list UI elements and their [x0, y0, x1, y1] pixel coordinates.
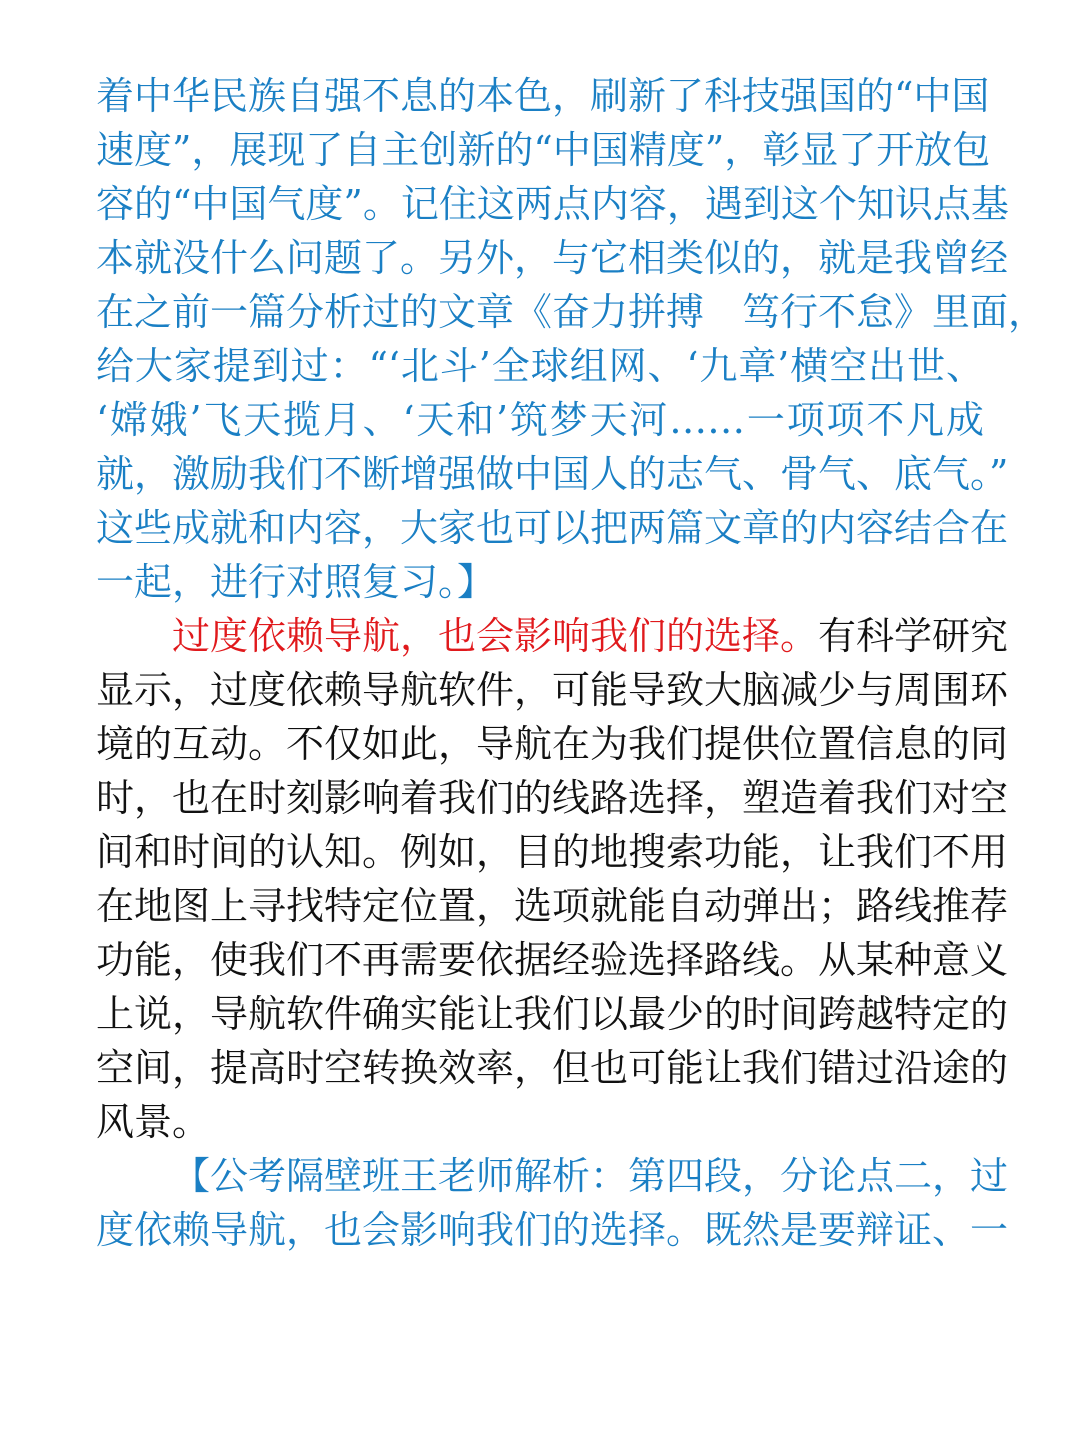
intro-line-3: 容的“中国气度”。记住这两点内容，遇到这个知识点基	[96, 182, 1009, 226]
intro-line-5: 在之前一篇分析过的文章《奋力拼搏 笃行不怠》里面，	[96, 290, 1047, 334]
para4-line-9: 空间，提高时空转换效率，但也可能让我们错过沿途的	[96, 1046, 1009, 1090]
para4-first-rest: 有科学研究	[818, 614, 1009, 658]
para4-line-7: 功能，使我们不再需要依据经验选择路线。从某种意义	[96, 938, 1009, 982]
para4-highlight: 过度依赖导航，也会影响我们的选择。	[172, 614, 819, 658]
para4-line-8: 上说，导航软件确实能让我们以最少的时间跨越特定的	[96, 992, 1009, 1036]
para4-line-5: 间和时间的认知。例如，目的地搜索功能，让我们不用	[96, 830, 1009, 874]
para4-line-6: 在地图上寻找特定位置，选项就能自动弹出；路线推荐	[96, 884, 1009, 928]
analysis-line-2: 度依赖导航，也会影响我们的选择。既然是要辩证、一	[96, 1208, 1009, 1252]
intro-line-9: 这些成就和内容，大家也可以把两篇文章的内容结合在	[96, 506, 1009, 550]
intro-line-1: 着中华民族自强不息的本色，刷新了科技强国的“中国	[96, 74, 990, 118]
para4-first-line	[172, 613, 1009, 659]
para4-line-2: 显示，过度依赖导航软件，可能导致大脑减少与周围环	[96, 668, 1009, 712]
para4-line-3: 境的互动。不仅如此，导航在为我们提供位置信息的同	[96, 722, 1009, 766]
intro-line-7: ‘嫦娥’飞天揽月、‘天和’筑梦天河……一项项不凡成	[96, 398, 984, 442]
intro-line-6: 给大家提到过：“‘北斗’全球组网、‘九章’横空出世、	[96, 344, 984, 388]
intro-line-2: 速度”，展现了自主创新的“中国精度”，彰显了开放包	[96, 128, 991, 172]
para4-line-10: 风景。	[96, 1100, 211, 1144]
para4-line-4: 时，也在时刻影响着我们的线路选择，塑造着我们对空	[96, 776, 1009, 820]
analysis-line-1: 【公考隔壁班王老师解析：第四段，分论点二，过	[172, 1154, 1009, 1198]
intro-line-8: 就，激励我们不断增强做中国人的志气、骨气、底气。”	[96, 452, 1009, 496]
intro-line-10: 一起，进行对照复习。】	[96, 560, 496, 604]
intro-line-4: 本就没什么问题了。另外，与它相类似的，就是我曾经	[96, 236, 1009, 280]
